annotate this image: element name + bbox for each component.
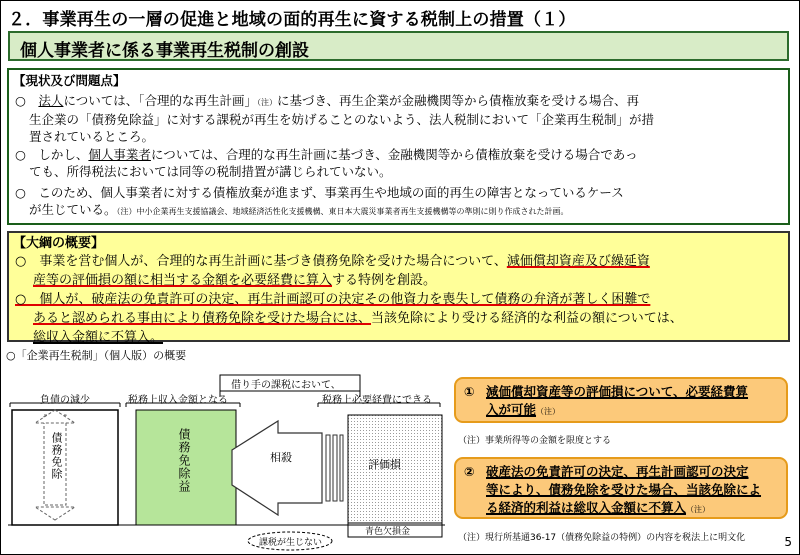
valuation-loss-label: 評価損 [368, 458, 401, 471]
subtitle-box [8, 31, 789, 61]
para-text: ても、所得税法においては同等の税制措置が講じられていない。 [29, 164, 392, 179]
current-para-1 [15, 92, 785, 145]
note-text: る経済的利益は総収入金額に不算入 [486, 500, 687, 515]
debt-reduction-label: 負債の減少 [40, 395, 90, 406]
note-text: 等により、債務免除を受けた場合、当該免除によ [486, 482, 762, 497]
underlined-text: 総収入金額に不算入。 [33, 330, 164, 345]
outline-heading: 【大綱の概要】 [13, 236, 105, 251]
note-box-2 [454, 457, 788, 519]
note-text: 破産法の免責許可の決定、再生計画認可の決定 [486, 464, 749, 479]
note-mark: （注） [256, 98, 277, 107]
para-text: する特例を創設。 [332, 273, 437, 288]
arrow-tail-bar [326, 435, 330, 501]
taxable-label: 税務上収入金額となる [128, 395, 228, 406]
outline-box [7, 231, 790, 345]
highlight-text: ○ 個人が、破産法の免責許可の決定、再生計画認可の決定その他資力を喪失して債務の弁済が著しく困難で [15, 292, 651, 307]
current-para-3 [15, 184, 785, 220]
highlight-text: あると認められる事由により債務免除を受けた場合には、 [33, 311, 372, 326]
note-mark: （注） [536, 407, 561, 416]
bullet-text: ○ [15, 93, 39, 108]
para-text: 生企業の「債務免除益」に対する課税が再生を妨げることのないよう、法人税制において「企業再生税制」が措 [29, 112, 655, 127]
current-heading: 【現状及び問題点】 [13, 73, 126, 88]
note-text: 入が可能 [486, 402, 537, 417]
note-text: 減価償却資産等の評価損について、必要経費算 [486, 384, 749, 399]
current-situation-box [7, 68, 790, 225]
note-number: ① [464, 384, 475, 399]
subtitle: 個人事業者に係る事業再生税制の創設 [20, 41, 309, 61]
outline-bullet-2 [15, 290, 785, 347]
page-number: 5 [784, 535, 792, 549]
para-text: 置されているところ。 [29, 129, 155, 144]
bullet-text: ○ しかし、 [15, 147, 89, 162]
para-text: ○ 事業を営む個人が、合理的な再生計画に基づき債務免除を受けた場合について、 [15, 254, 507, 269]
outline-bullet-1 [15, 252, 785, 290]
highlight-text: 産等の評価損の額に相当する金額を必要経費に算入 [33, 273, 333, 288]
diagram-title: ○「企業再生税制」（個人版）の概要 [6, 349, 187, 362]
para-text: については、合理的な再生計画に基づき、金融機関等から債権放棄を受ける場合であっ [150, 147, 638, 162]
underlined-term: 個人事業者 [88, 147, 151, 162]
note-number: ② [464, 464, 475, 479]
no-tax-label: 課税が生じない [259, 538, 323, 548]
blue-loss-label: 青色欠損金 [365, 527, 411, 537]
note-1-footnote: （注）事業所得等の金額を限度とする [458, 436, 612, 446]
highlight-text: 減価償却資産及び繰延資 [506, 254, 650, 269]
para-text: 当該免除により受ける経済的な利益の額については、 [371, 311, 683, 326]
para-text: が生じている。 [29, 202, 117, 217]
current-para-2 [15, 146, 785, 180]
arrow-tail-bar [333, 435, 337, 501]
borrower-label: 借り手の課税において、 [231, 380, 341, 391]
note-2-footnote: （注）現行所基通36-17（債務免除益の特例）の内容を税法上に明文化 [458, 533, 746, 543]
debt-relief-text: 債務免除 [50, 432, 63, 480]
para-text: に基づき、再生企業が金融機関等から債権放棄を受ける場合、再 [276, 93, 639, 108]
para-text: については、「合理的な再生計画」 [63, 93, 257, 108]
offset-arrow-icon [232, 421, 322, 515]
gain-text: 債務免除益 [177, 428, 191, 493]
note-mark: （注） [686, 505, 711, 514]
page-title: ２．事業再生の一層の促進と地域の面的再生に資する税制上の措置（１） [8, 10, 576, 30]
footnote: （注）中小企業再生支援協議会、地域経済活性化支援機構、東日本大震災事業者再生支援機構等の準則に則り作成された計画。 [116, 207, 569, 216]
deductible-label: 税務上必要経費にできる [322, 395, 432, 406]
arrow-tail-bar [340, 435, 343, 501]
note-box-1 [454, 377, 788, 423]
offset-label: 相殺 [270, 451, 292, 464]
bullet-text: ○ このため、個人事業者に対する債権放棄が進まず、事業再生や地域の面的再生の障害となっているケース [15, 185, 624, 200]
underlined-term: 法人 [38, 93, 64, 108]
